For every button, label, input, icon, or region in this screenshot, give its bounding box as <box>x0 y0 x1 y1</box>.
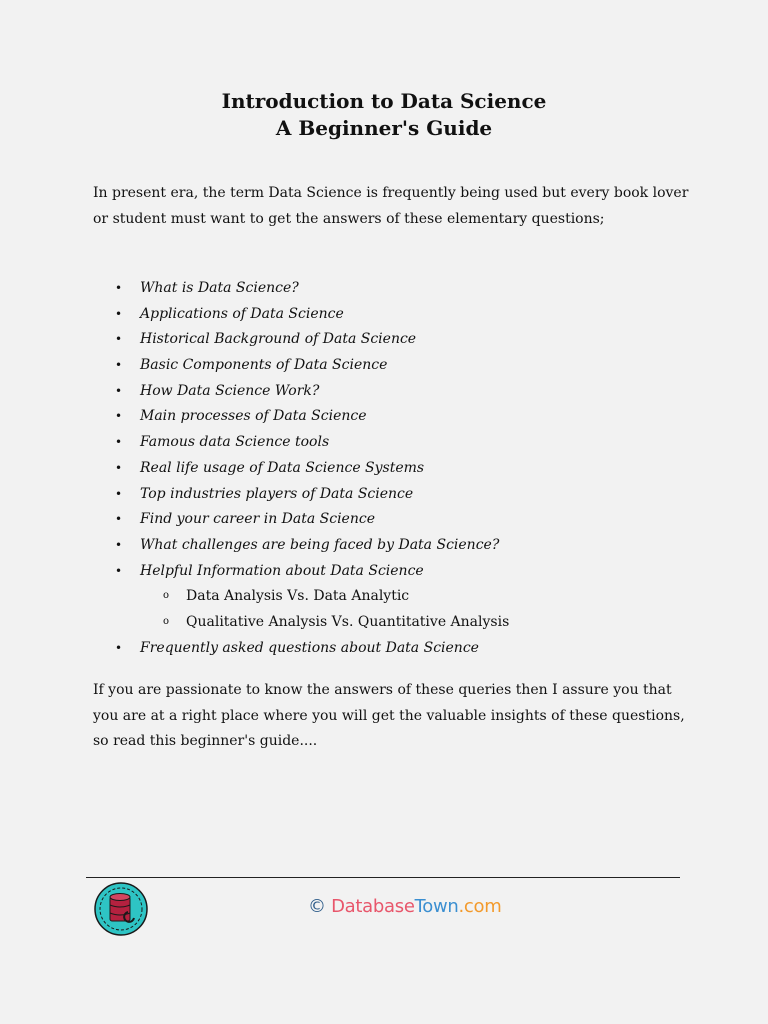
sub-list-item: o Data Analysis Vs. Data Analytic <box>93 584 693 610</box>
list-item: • What is Data Science? <box>93 276 693 302</box>
list-item: • Historical Background of Data Science <box>93 327 693 353</box>
sub-list-item: o Qualitative Analysis Vs. Quantitative Analysis <box>93 610 693 636</box>
copyright-symbol: © <box>308 896 326 917</box>
list-item: • Basic Components of Data Science <box>93 353 693 379</box>
topics-list <box>93 276 693 661</box>
list-item: • How Data Science Work? <box>93 379 693 405</box>
page-title <box>0 88 768 142</box>
list-item: • Main processes of Data Science <box>93 404 693 430</box>
brand-database: Database <box>331 896 415 917</box>
list-item: • Find your career in Data Science <box>93 507 693 533</box>
intro-paragraph: In present era, the term Data Science is frequently being used but every book lover or student must want to get the answers of these elementary questions; <box>93 185 689 227</box>
title-line-2: A Beginner's Guide <box>275 116 493 140</box>
database-logo-icon <box>93 882 149 936</box>
list-item: • Applications of Data Science <box>93 302 693 328</box>
list-item: • Helpful Information about Data Science <box>93 559 693 585</box>
brand-wordmark <box>308 895 501 919</box>
list-item: • Real life usage of Data Science Systems <box>93 456 693 482</box>
footer-divider <box>86 877 680 878</box>
outro-paragraph: If you are passionate to know the answers of these queries then I assure you that you are at a right place where you will get the valuable insights of these questions, so read this beginner's guide.... <box>93 682 685 750</box>
list-item: • Top industries players of Data Science <box>93 482 693 508</box>
title-line-1: Introduction to Data Science <box>221 89 547 113</box>
list-item: • Famous data Science tools <box>93 430 693 456</box>
brand-town: Town <box>414 896 459 917</box>
list-item: • Frequently asked questions about Data Science <box>93 636 693 662</box>
list-item: • What challenges are being faced by Data Science? <box>93 533 693 559</box>
brand-dotcom: .com <box>458 896 502 917</box>
